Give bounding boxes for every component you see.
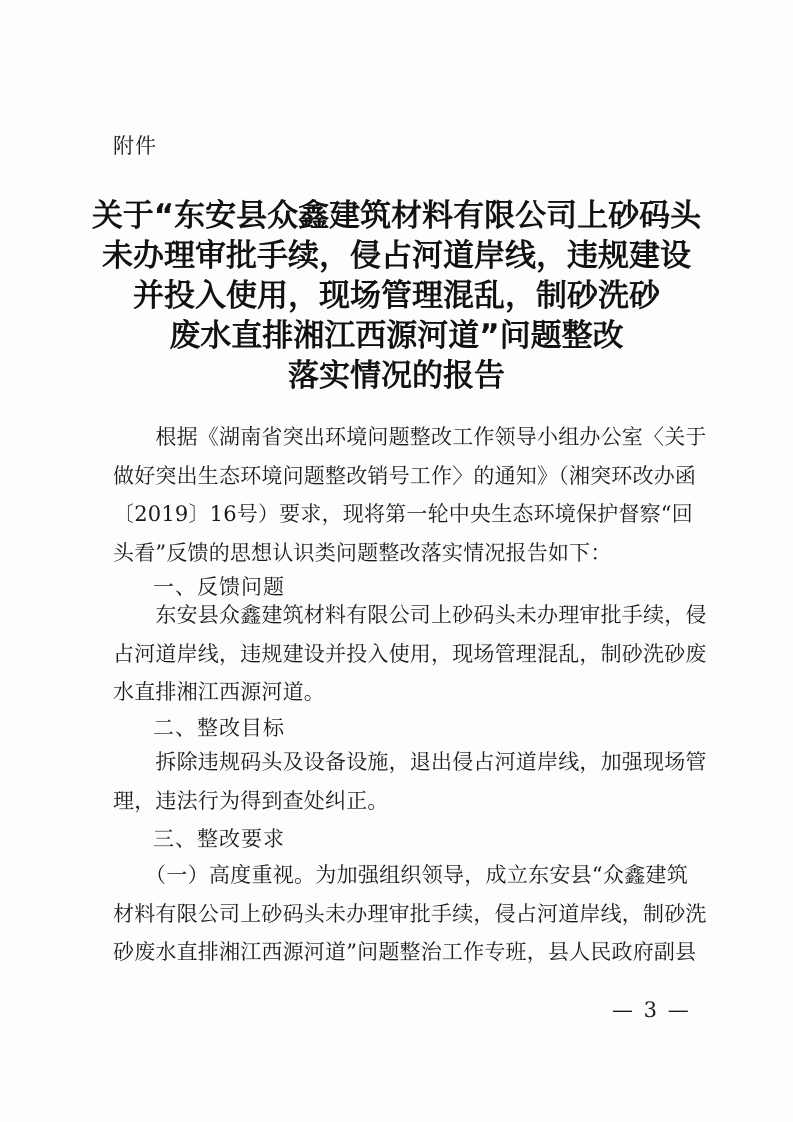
report-title xyxy=(60,196,733,396)
section3-heading: 三、整改要求 xyxy=(153,827,285,851)
text-line: 做好突出生态环境问题整改销号工作〉的通知》（湘突环改办函 xyxy=(113,463,697,488)
section1-paragraph xyxy=(113,596,707,712)
section2-heading: 二、整改目标 xyxy=(153,716,285,740)
text-line: 根据《湖南省突出环境问题整改工作领导小组办公室〈关于 xyxy=(113,425,707,449)
title-line: 并投入使用，现场管理混乱，制砂洗砂 xyxy=(133,278,660,314)
text-line: 砂废水直排湘江西源河道”问题整治工作专班，县人民政府副县 xyxy=(113,940,697,965)
text-line: 占河道岸线，违规建设并投入使用，现场管理混乱，制砂洗砂废 xyxy=(113,641,707,666)
attachment-label: 附件 xyxy=(113,134,157,158)
title-line: 关于“东安县众鑫建筑材料有限公司上砂码头 xyxy=(91,198,702,234)
text-line: 〔2019〕16号）要求，现将第一轮中央生态环境保护督察“回 xyxy=(113,502,693,527)
text-line: 拆除违规码头及设备设施，退出侵占河道岸线，加强现场管 xyxy=(113,750,707,774)
text-line: 材料有限公司上砂码头未办理审批手续，侵占河道岸线，制砂洗 xyxy=(113,901,707,926)
text-line: 头看”反馈的思想认识类问题整改落实情况报告如下： xyxy=(113,541,612,566)
title-line: 落实情况的报告 xyxy=(288,358,505,394)
text-line: 理，违法行为得到查处纠正。 xyxy=(113,788,389,813)
title-line: 废水直排湘江西源河道”问题整改 xyxy=(169,318,624,354)
section2-paragraph xyxy=(113,743,707,820)
title-line: 未办理审批手续，侵占河道岸线，违规建设 xyxy=(102,238,691,274)
intro-paragraph xyxy=(113,418,707,573)
text-line: 东安县众鑫建筑材料有限公司上砂码头未办理审批手续，侵 xyxy=(113,603,707,627)
section3-paragraph xyxy=(113,856,707,972)
text-line: （一）高度重视。为加强组织领导，成立东安县“众鑫建筑 xyxy=(113,863,688,887)
page-number: — 3 — xyxy=(612,998,691,1022)
text-line: 水直排湘江西源河道。 xyxy=(113,680,325,705)
section1-heading: 一、反馈问题 xyxy=(153,575,285,599)
